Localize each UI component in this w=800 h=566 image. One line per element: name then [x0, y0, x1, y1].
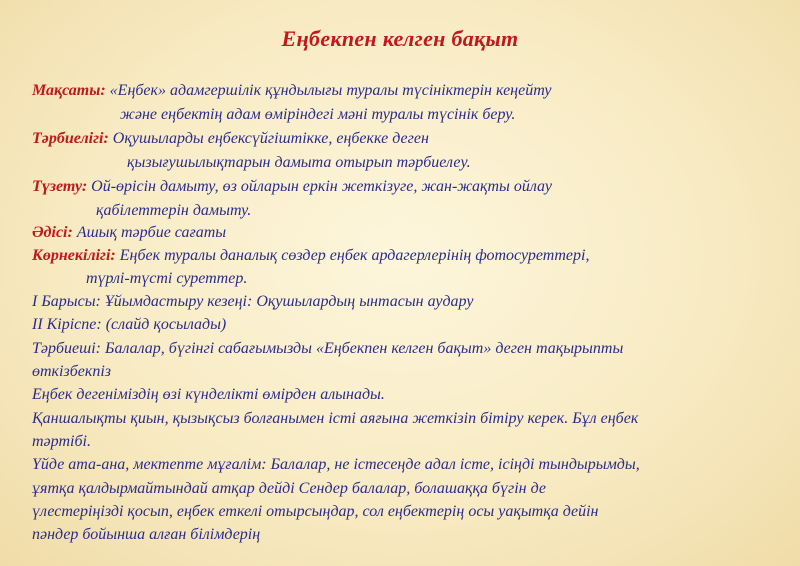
body-line: үлестеріңізді қосып, еңбек еткелі отырсыңдар, сол еңбектерің осы уақытқа дейін: [32, 503, 599, 520]
objective-text-2: және еңбектің адам өміріндегі мәні туралы түсінік беру.: [120, 106, 516, 123]
body-line: Үйде ата-ана, мектепте мұғалім: Балалар, не істесеңде адал істе, ісіңді тындырымды,: [32, 456, 640, 473]
objective-line-1: [32, 82, 551, 100]
correction-label: Түзету:: [32, 178, 88, 195]
body-line: Еңбек дегеніміздің өзі күнделікті өмірден алынады.: [32, 386, 385, 403]
objective-text-1: «Еңбек» адамгершілік құндылығы туралы түсініктерін кеңейту: [109, 82, 552, 99]
correction-line-1: [32, 178, 552, 196]
upbringing-line-1: [32, 130, 429, 148]
correction-text-1: Ой-өрісін дамыту, өз ойларын еркін жеткізуге, жан-жақты ойлау: [91, 178, 552, 195]
visual-aids-label: Көрнекілігі:: [32, 247, 116, 264]
upbringing-text-2: қызығушылықтарын дамыта отырып тәрбиелеу.: [127, 154, 471, 171]
body-line: ұятқа қалдырмайтындай атқар дейді Сендер балалар, болашаққа бүгін де: [32, 480, 546, 497]
method-label: Әдісі:: [32, 224, 73, 241]
upbringing-label: Тәрбиелігі:: [32, 130, 109, 147]
body-line: І Барысы: Ұйымдастыру кезеңі: Оқушылардың ынтасын аудару: [32, 293, 474, 310]
objective-label: Мақсаты:: [32, 82, 106, 99]
body-line: Қаншалықты қиын, қызықсыз болғанымен істі аяғына жеткізіп бітіру керек. Бұл еңбек: [32, 410, 639, 427]
visual-aids-text-1: Еңбек туралы даналық сөздер еңбек ардагерлерінің фотосуреттері,: [119, 247, 590, 264]
upbringing-text-1: Оқушыларды еңбексүйгіштікке, еңбекке деген: [112, 130, 429, 147]
correction-text-2: қабілеттерін дамыту.: [96, 202, 252, 219]
visual-aids-text-2: түрлі-түсті суреттер.: [86, 270, 248, 287]
method-text: Ашық тәрбие сағаты: [76, 224, 227, 241]
body-line: Тәрбиеші: Балалар, бүгінгі сабағымызды «Еңбекпен келген бақыт» деген тақырыпты: [32, 340, 624, 357]
slide-title: Еңбекпен келген бақыт: [281, 26, 519, 51]
body-line: өткізбекпіз: [32, 363, 112, 380]
body-line: ІІ Кіріспе: (слайд қосылады): [32, 316, 227, 333]
visual-aids-line-1: [32, 247, 589, 265]
body-line: тәртібі.: [32, 433, 91, 450]
body-line: пәндер бойынша алған білімдерің: [32, 526, 261, 543]
method-line: [32, 224, 226, 242]
